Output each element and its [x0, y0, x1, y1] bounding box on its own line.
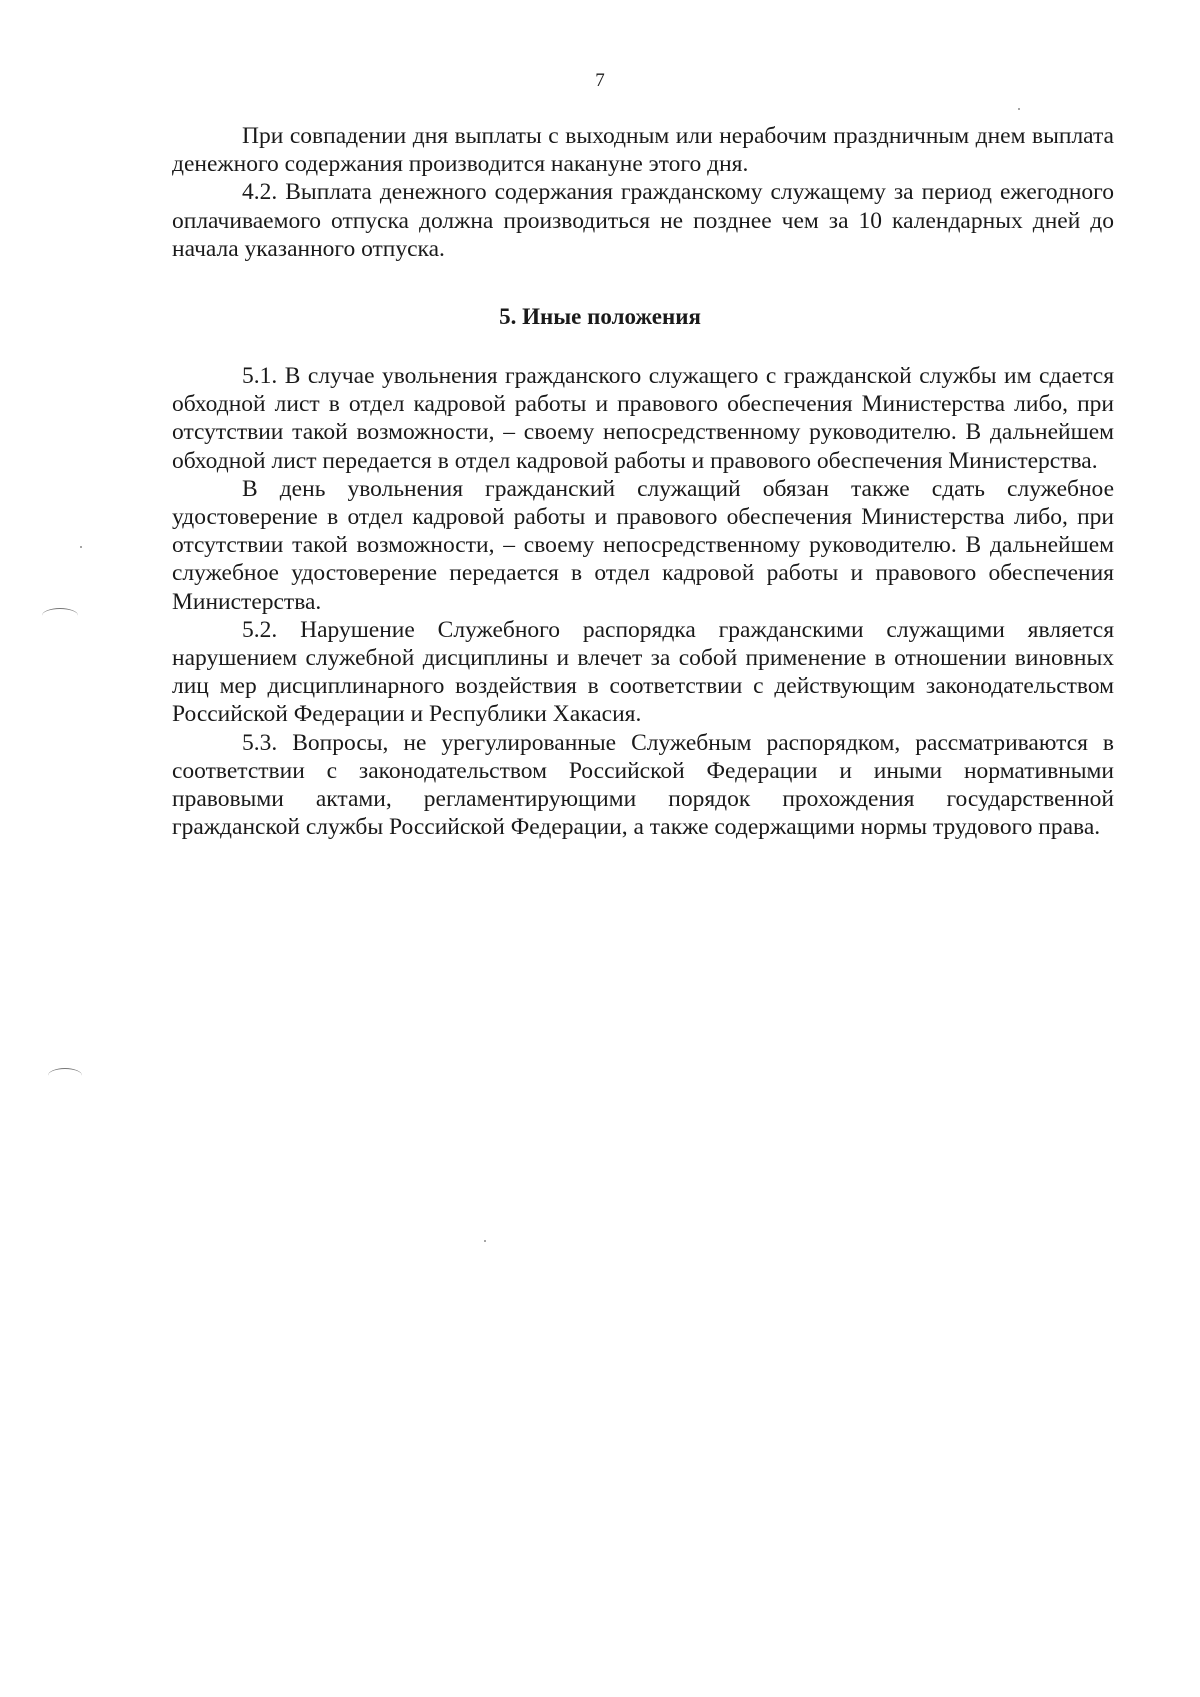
payment-text-block — [172, 122, 1114, 263]
paragraph-5-2: 5.2. Нарушение Служебного распорядка гражданскими служащими является нарушением служебной дисциплины и влечет за собой применение в отношении виновных лиц мер дисциплинарного воздействия в соответствии с действующим законодательством Российской Федерации и Республики Хакасия. — [172, 616, 1114, 728]
paragraph-5-1: 5.1. В случае увольнения гражданского служащего с гражданской службы им сдается обходной лист в отдел кадровой работы и правового обеспечения Министерства либо, при отсутствии такой возможности, – своему непосредственному руководителю. В дальнейшем обходной лист передается в отдел кадровой работы и правового обеспечения Министерства. — [172, 363, 1114, 474]
paragraph-id-card-return: В день увольнения гражданский служащий обязан также сдать служебное удостоверение в отдел кадровой работы и правового обеспечения Министерства либо, при отсутствии такой возможности, – своему непосредственному руководителю. В дальнейшем служебное удостоверение передается в отдел кадровой работы и правового обеспечения Министерства. — [172, 475, 1114, 615]
section-body — [172, 362, 1114, 841]
section-heading: 5. Иные положения — [499, 304, 701, 329]
scan-dot — [484, 1240, 486, 1242]
paragraph-5-3: 5.3. Вопросы, не урегулированные Служебным распорядком, рассматриваются в соответствии с законодательством Российской Федерации и иными нормативными правовыми актами, регламентирующими порядок прохождения государственной гражданской службы Российской Федерации, а также содержащими нормы трудового права. — [172, 729, 1114, 841]
scan-dot — [1018, 108, 1020, 110]
page-number: 7 — [595, 70, 605, 91]
paragraph-4-2: 4.2. Выплата денежного содержания гражданскому служащему за период ежегодного оплачиваемого отпуска должна производиться не позднее чем за 10 календарных дней до начала указанного отпуска. — [172, 179, 1114, 262]
scan-mark — [48, 1068, 82, 1083]
scan-mark — [42, 608, 78, 623]
scan-dot — [80, 546, 82, 548]
paragraph-holiday-payment: При совпадении дня выплаты с выходным или нерабочим праздничным днем выплата денежного содержания производится накануне этого дня. — [172, 123, 1114, 178]
